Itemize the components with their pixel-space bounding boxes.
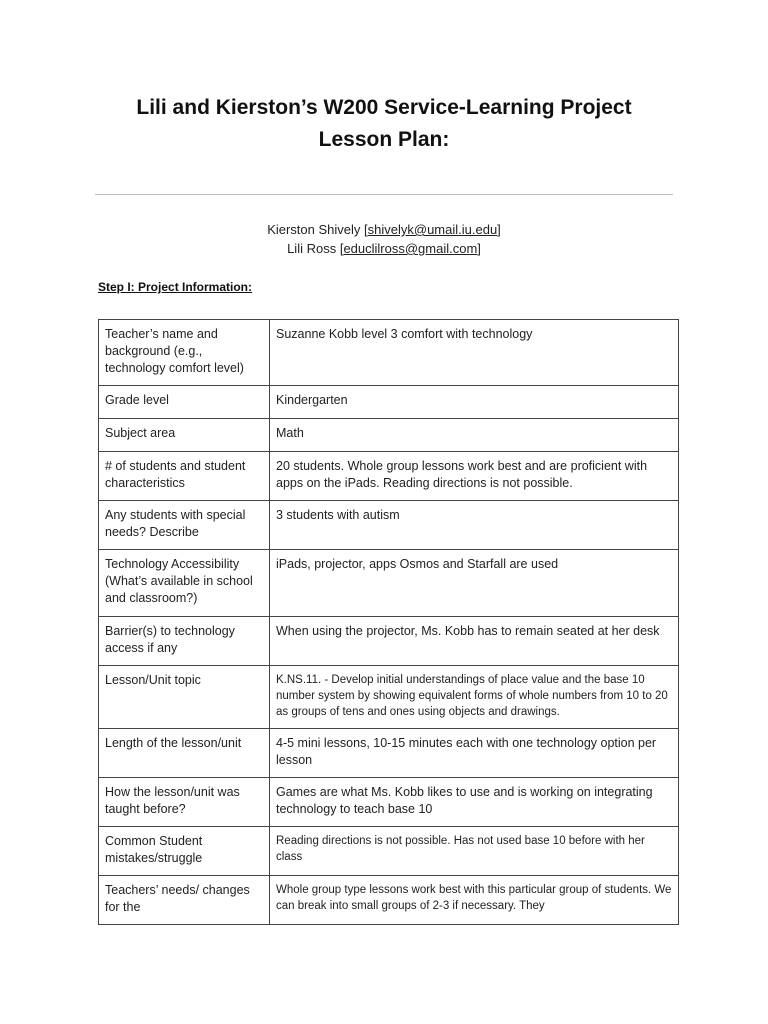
row-label: Grade level: [99, 386, 270, 419]
table-row: [99, 666, 679, 729]
author-name: Kierston Shively: [267, 222, 361, 237]
project-info-table: [98, 319, 679, 925]
row-label: Any students with special needs? Describe: [99, 501, 270, 550]
row-label: # of students and student characteristics: [99, 452, 270, 501]
row-value: Games are what Ms. Kobb likes to use and is working on integrating technology to teach base 10: [270, 778, 679, 827]
row-label: Common Student mistakes/struggle: [99, 827, 270, 876]
horizontal-divider: [95, 194, 673, 195]
author-email-link[interactable]: educlilross@gmail.com: [343, 241, 478, 256]
author-line-2: Lili Ross [educlilross@gmail.com]: [287, 241, 481, 256]
table-row: [99, 320, 679, 386]
table-row: [99, 501, 679, 550]
row-value: Math: [270, 419, 679, 452]
row-value: Reading directions is not possible. Has not used base 10 before with her class: [270, 827, 679, 876]
row-label: Teachers’ needs/ changes for the: [99, 876, 270, 925]
table-row: [99, 778, 679, 827]
row-label: Lesson/Unit topic: [99, 666, 270, 729]
table-row: [99, 452, 679, 501]
row-value: iPads, projector, apps Osmos and Starfall are used: [270, 550, 679, 617]
row-value: Suzanne Kobb level 3 comfort with technology: [270, 320, 679, 386]
row-label: Technology Accessibility (What’s available in school and classroom?): [99, 550, 270, 617]
author-line-1: Kierston Shively [shivelyk@umail.iu.edu]: [267, 222, 501, 237]
row-value: 3 students with autism: [270, 501, 679, 550]
row-label: Subject area: [99, 419, 270, 452]
row-label: How the lesson/unit was taught before?: [99, 778, 270, 827]
table-row: [99, 386, 679, 419]
author-email-link[interactable]: shivelyk@umail.iu.edu: [367, 222, 498, 237]
table-row: [99, 729, 679, 778]
row-label: Length of the lesson/unit: [99, 729, 270, 778]
table-row: [99, 876, 679, 925]
author-block: [0, 220, 768, 258]
document-title: [0, 92, 768, 156]
table-row: [99, 617, 679, 666]
table-row: [99, 419, 679, 452]
row-value: 4-5 mini lessons, 10-15 minutes each with one technology option per lesson: [270, 729, 679, 778]
title-line-2: Lesson Plan:: [318, 128, 450, 151]
row-value: K.NS.11. - Develop initial understandings of place value and the base 10 number system by showing equivalent forms of whole numbers from 10 to 20 as groups of tens and ones using objects and drawings.: [270, 666, 679, 729]
author-name: Lili Ross: [287, 241, 337, 256]
table-row: [99, 827, 679, 876]
row-label: Barrier(s) to technology access if any: [99, 617, 270, 666]
row-value: When using the projector, Ms. Kobb has to remain seated at her desk: [270, 617, 679, 666]
title-line-1: Lili and Kierston’s W200 Service-Learning Project: [136, 96, 632, 119]
table-row: [99, 550, 679, 617]
row-value: 20 students. Whole group lessons work best and are proficient with apps on the iPads. Reading directions is not possible.: [270, 452, 679, 501]
row-value: Kindergarten: [270, 386, 679, 419]
row-label: Teacher’s name and background (e.g., technology comfort level): [99, 320, 270, 386]
section-heading: Step I: Project Information:: [98, 280, 253, 294]
row-value: Whole group type lessons work best with this particular group of students. We can break into small groups of 2-3 if necessary. They: [270, 876, 679, 925]
